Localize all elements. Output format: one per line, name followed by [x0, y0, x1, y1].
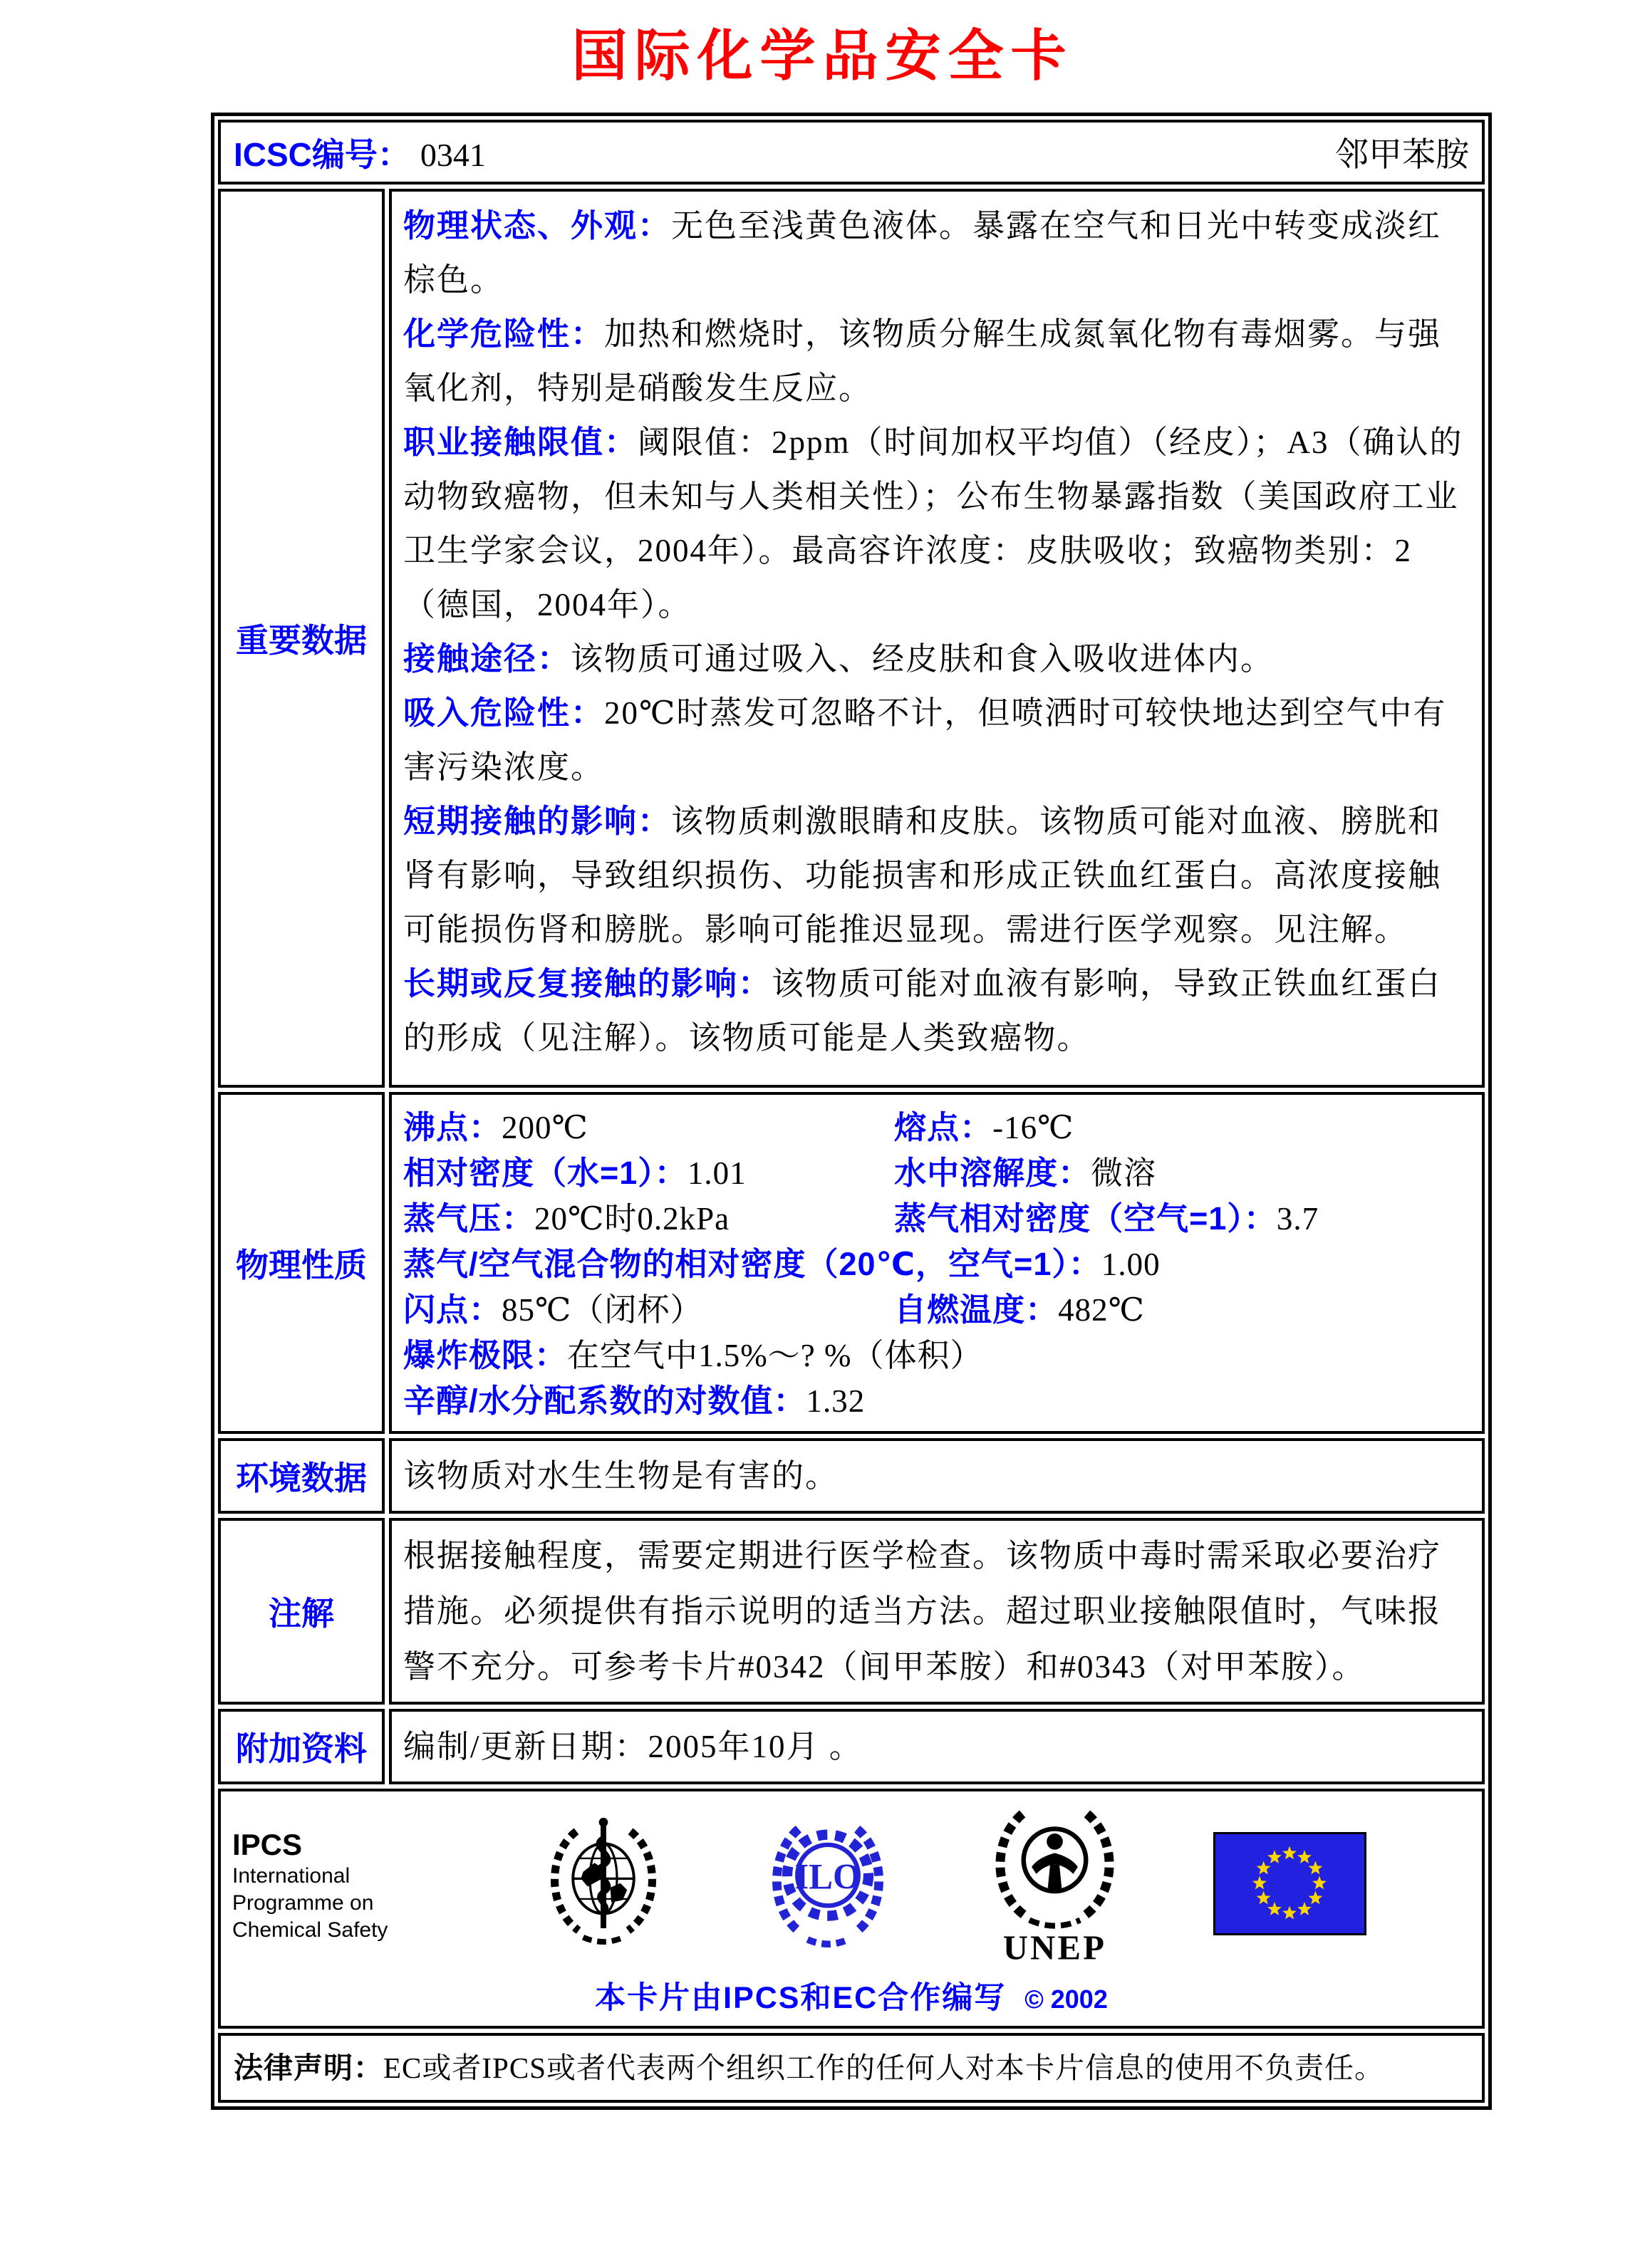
section-label-additional-info: 附加资料 — [218, 1709, 385, 1784]
vapor-relative-density — [894, 1196, 1470, 1242]
eu-flag-icon — [1213, 1832, 1366, 1939]
field-label: 物理状态、外观： — [403, 207, 672, 244]
field-value: 85℃（闭杯） — [502, 1292, 703, 1328]
notes-content — [389, 1518, 1485, 1705]
field-text: 无色至浅黄色液体。暴露在空气和日光中转变成淡红棕色。 — [403, 208, 1442, 298]
field-label: 蒸气/空气混合物的相对密度（20℃，空气=1）： — [403, 1246, 1101, 1282]
page-title: 国际化学品安全卡 — [571, 24, 1074, 87]
ipcs-text-block — [232, 1827, 417, 1944]
field-value: 200℃ — [502, 1110, 588, 1145]
ipcs-subtitle: International Programme on Chemical Safety — [232, 1864, 388, 1942]
environmental-data-text: 该物质对水生生物是有害的。 — [403, 1458, 839, 1494]
field-label: 辛醇/水分配系数的对数值： — [403, 1383, 806, 1419]
octanol-water-partition — [403, 1378, 1470, 1424]
field-text: 阈限值：2ppm（时间加权平均值）（经皮）；A3（确认的动物致癌物，但未知与人类相关性）；公布生物暴露指数（美国政府工业卫生学家会议，2004年）。最高容许浓度：皮肤吸收；致癌物类别：2（德国，2004年）。 — [403, 425, 1463, 623]
footer-logos-band — [232, 1800, 1470, 1971]
physical-line-partition-coefficient — [403, 1378, 1470, 1424]
field-value: 3.7 — [1276, 1201, 1319, 1237]
field-value: 482℃ — [1058, 1292, 1145, 1328]
unep-logo-icon — [985, 1800, 1124, 1971]
physical-line-vapor-air-mixture — [403, 1242, 1470, 1287]
field-text: 该物质可通过吸入、经皮肤和食入吸收进体内。 — [571, 641, 1275, 677]
footer-cell — [218, 1789, 1485, 2029]
ilo-logo-text: ILO — [794, 1856, 861, 1897]
autoignition-temperature — [894, 1287, 1470, 1333]
field-value: 在空气中1.5%～? %（体积） — [567, 1338, 983, 1373]
important-item-short-term-effects — [403, 794, 1470, 957]
important-item-exposure-routes — [403, 632, 1470, 686]
field-label: 蒸气相对密度（空气=1）： — [894, 1200, 1277, 1237]
field-text: 该物质刺激眼睛和皮肤。该物质可能对血液、膀胱和肾有影响，导致组织损伤、功能损害和形成正铁血红蛋白。高浓度接触可能损伤肾和膀胱。影响可能推迟显现。需进行医学观察。见注解。 — [403, 803, 1442, 947]
legal-text: EC或者IPCS或者代表两个组织工作的任何人对本卡片信息的使用不负责任。 — [383, 2051, 1384, 2084]
who-logo-icon — [536, 1811, 671, 1960]
relative-density — [403, 1150, 894, 1196]
field-value: 1.32 — [806, 1383, 866, 1419]
important-data-row — [218, 189, 1485, 1088]
physical-properties-row — [218, 1092, 1485, 1434]
icsc-number-value: 0341 — [420, 136, 486, 173]
field-value: 微溶 — [1091, 1155, 1157, 1191]
vapor-pressure — [403, 1196, 894, 1242]
field-label: 沸点： — [403, 1109, 502, 1145]
legal-row — [218, 2033, 1485, 2103]
field-label: 长期或反复接触的影响： — [403, 965, 772, 1002]
organization-logos — [417, 1800, 1470, 1971]
flash-point — [403, 1287, 894, 1333]
field-value: 1.01 — [687, 1155, 747, 1191]
important-item-inhalation-risk — [403, 686, 1470, 794]
physical-line-vapor-pressure — [403, 1196, 1470, 1242]
field-text: 该物质可能对血液有影响，导致正铁血红蛋白的形成（见注解）。该物质可能是人类致癌物。 — [403, 966, 1442, 1056]
field-label: 闪点： — [403, 1291, 502, 1328]
field-value: -16℃ — [992, 1110, 1074, 1145]
physical-line-boiling-melting — [403, 1105, 1470, 1150]
notes-text: 根据接触程度，需要定期进行医学检查。该物质中毒时需采取必要治疗措施。必须提供有指示说明的适当方法。超过职业接触限值时，气味报警不充分。可参考卡片#0342（间甲苯胺）和#0343（对甲苯胺）。 — [403, 1538, 1442, 1685]
footer-credit-text: 本卡片由IPCS和EC合作编写 — [595, 1981, 1007, 2015]
footer-credit-line — [232, 1974, 1470, 2017]
section-label-important-data: 重要数据 — [218, 189, 385, 1088]
environmental-data-content — [389, 1438, 1485, 1514]
field-label: 短期接触的影响： — [403, 803, 672, 839]
water-solubility — [894, 1150, 1470, 1196]
legal-cell — [218, 2033, 1485, 2103]
additional-info-content — [389, 1709, 1485, 1784]
important-data-content — [389, 189, 1485, 1088]
important-item-long-term-effects — [403, 957, 1470, 1065]
field-label: 爆炸极限： — [403, 1337, 568, 1373]
ilo-logo-icon — [760, 1811, 896, 1960]
field-text: 20℃时蒸发可忽略不计，但喷洒时可较快地达到空气中有害污染浓度。 — [403, 695, 1447, 785]
melting-point — [894, 1105, 1470, 1150]
environmental-data-row — [218, 1438, 1485, 1514]
icsc-card — [211, 113, 1492, 2110]
notes-row — [218, 1518, 1485, 1705]
field-text: 加热和燃烧时，该物质分解生成氮氧化物有毒烟雾。与强氧化剂，特别是硝酸发生反应。 — [403, 316, 1442, 406]
physical-line-explosive-limits — [403, 1333, 1470, 1378]
boiling-point — [403, 1105, 894, 1150]
section-label-physical-properties: 物理性质 — [218, 1092, 385, 1434]
physical-line-density-solubility — [403, 1150, 1470, 1196]
footer-copyright: © 2002 — [1024, 1984, 1108, 2014]
field-label: 职业接触限值： — [403, 424, 638, 460]
important-item-chemical-danger — [403, 307, 1470, 415]
physical-line-flash-autoignition — [403, 1287, 1470, 1333]
field-value: 1.00 — [1101, 1247, 1161, 1282]
header-cell — [218, 120, 1485, 184]
field-value: 20℃时0.2kPa — [534, 1201, 730, 1237]
field-label: 熔点： — [894, 1109, 993, 1145]
field-label: 水中溶解度： — [894, 1155, 1091, 1191]
field-label: 相对密度（水=1）： — [403, 1155, 687, 1191]
field-label: 自燃温度： — [894, 1291, 1059, 1328]
field-label: 接触途径： — [403, 640, 571, 677]
ipcs-title: IPCS — [232, 1828, 303, 1861]
icsc-number-label: ICSC编号： — [234, 135, 410, 173]
field-label: 化学危险性： — [403, 316, 605, 352]
explosive-limits — [403, 1333, 1470, 1378]
header-row — [218, 120, 1485, 184]
section-label-notes: 注解 — [218, 1518, 385, 1705]
additional-info-text: 编制/更新日期：2005年10月 。 — [403, 1729, 863, 1764]
chemical-name: 邻甲苯胺 — [1335, 137, 1469, 174]
footer-row — [218, 1789, 1485, 2029]
field-label: 吸入危险性： — [403, 695, 605, 731]
section-label-environmental-data: 环境数据 — [218, 1438, 385, 1514]
vapor-air-mixture-density — [403, 1242, 1470, 1287]
important-item-physical-state — [403, 199, 1470, 307]
icsc-number-group — [234, 129, 486, 176]
additional-info-row — [218, 1709, 1485, 1784]
legal-label: 法律声明： — [234, 2051, 383, 2084]
unep-logo-text: UNEP — [1002, 1928, 1106, 1967]
field-label: 蒸气压： — [403, 1200, 535, 1237]
physical-properties-content — [389, 1092, 1485, 1434]
important-item-occupational-limits — [403, 415, 1470, 632]
